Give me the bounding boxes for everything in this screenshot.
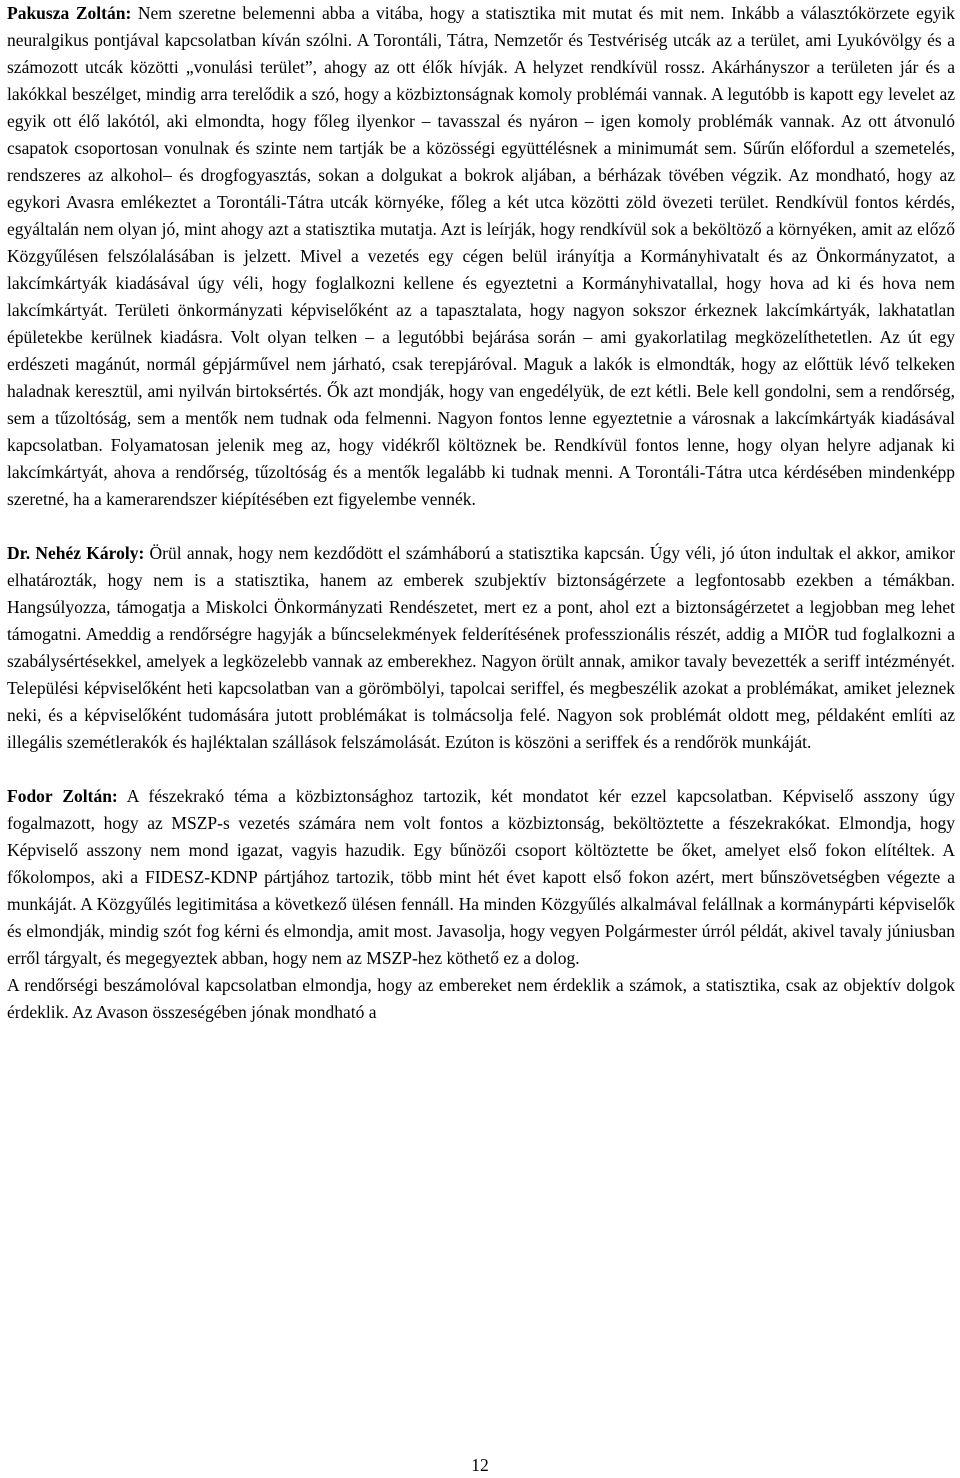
paragraph-nehez	[7, 540, 955, 756]
paragraph-text: Nem szeretne belemenni abba a vitába, hogy a statisztika mit mutat és mit nem. Inkább a választókörzete egyik neuralgikus pontjával kapcsolatban kíván szólni. A Torontáli, Tátra, Nemzetőr és Testvériség utcák az a terület, ami Lyukóvölgy és a számozott utcák közötti „vonulási terület”, ahogy az ott élők hívják. A helyzet rendkívül rossz. Akárhányszor a területen jár és a lakókkal beszélget, mindig arra terelődik a szó, hogy a közbiztonságnak komoly problémái vannak. A legutóbb is kapott egy levelet az egyik ott élő lakótól, aki elmondta, hogy főleg ilyenkor – tavasszal és nyáron – igen komoly problémák vannak. Az ott átvonuló csapatok csoportosan vonulnak és szinte nem tartják be a közösségi együttélésnek a minimumát sem. Sűrűn előfordul a szemetelés, rendszeres az alkohol– és drogfogyasztás, sokan a dolgukat a bokrok aljában, a bérházak tövében végzik. Az mondható, hogy az egykori Avasra emlékeztet a Torontáli-Tátra utcák környéke, főleg a két utca közötti zöld övezeti terület. Rendkívül fontos kérdés, egyáltalán nem olyan jó, mint ahogy azt a statisztika mutatja. Azt is leírják, hogy rendkívül sok a beköltöző a környéken, amit az előző Közgyűlésen felszólalásában is jelzett. Mivel a vezetés egy cégen belül irányítja a Kormányhivatalt és az Önkormányzatot, a lakcímkártyák kiadásával úgy véli, hogy foglalkozni kellene és egyeztetni a Kormányhivatallal, hogy hova ad ki és hova nem lakcímkártyát. Területi önkormányzati képviselőként az a tapasztalata, hogy nagyon sokszor érkeznek lakcímkártyák, lakhatatlan épületekbe kerülnek kiadásra. Volt olyan telken – a legutóbbi bejárása során – ami gyakorlatilag megközelíthetetlen. Az út egy erdészeti magánút, normál gépjárművel nem járható, csak terepjáróval. Maguk a lakók is elmondták, hogy az előttük lévő telkeken haladnak keresztül, ami nyilván birtoksértés. Ők azt mondják, hogy van engedélyük, de ezt kétli. Bele kell gondolni, sem a rendőrség, sem a tűzoltóság, sem a mentők nem tudnak oda felmenni. Nagyon fontos lenne egyeztetnie a városnak a lakcímkártyák kiadásával kapcsolatban. Folyamatosan jelenik meg az, hogy vidékről költöznek be. Rendkívül fontos lenne, hogy olyan helyre adjanak ki lakcímkártyát, ahova a rendőrség, tűzoltóság és a mentők legalább ki tudnak menni. A Torontáli-Tátra utca kérdésében mindenképp szeretné, ha a kamerarendszer kiépítésében ezt figyelembe vennék.	[7, 3, 956, 509]
paragraph-pakusza	[7, 0, 955, 513]
page-number: 12	[471, 1455, 489, 1475]
speaker-name: Fodor Zoltán:	[7, 786, 118, 806]
speaker-name: Pakusza Zoltán:	[7, 3, 132, 23]
paragraph-text: A fészekrakó téma a közbiztonsághoz tartozik, két mondatot kér ezzel kapcsolatban. Képviselő asszony úgy fogalmazott, hogy az MSZP-s vezetés számára nem volt fontos a közbiztonság, beköltöztette a fészekrakókat. Elmondja, hogy Képviselő asszony nem mond igazat, vagyis hazudik. Egy bűnözői csoport költöztette be őket, amelyet első fokon elítéltek. A főkolompos, aki a FIDESZ-KDNP pártjához tartozik, több mint hét évet kapott első fokon azért, mert bűnszövetségben végezte a munkáját. A Közgyűlés legitimitása a következő ülésen fennáll. Ha minden Közgyűlés alkalmával felállnak a kormánypárti képviselők és elmondják, mindig szót fog kérni és elmondja, amit most. Javasolja, hogy vegyen Polgármester úrról példát, akivel tavaly júniusban erről tárgyalt, és megegyeztek abban, hogy nem az MSZP-hez köthető ez a dolog.	[7, 786, 956, 968]
paragraph-fodor-continued	[7, 972, 955, 1026]
speaker-name: Dr. Nehéz Károly:	[7, 543, 145, 563]
paragraph-fodor	[7, 783, 955, 972]
paragraph-text: Örül annak, hogy nem kezdődött el számháború a statisztika kapcsán. Úgy véli, jó úton indultak el akkor, amikor elhatározták, hogy nem is a statisztika, hanem az emberek szubjektív biztonságérzete a legfontosabb ezekben a témákban. Hangsúlyozza, támogatja a Miskolci Önkormányzati Rendészetet, mert ez a pont, ahol ezt a biztonságérzetet a legjobban meg lehet támogatni. Ameddig a rendőrségre hagyják a bűncselekmények felderítésének professzionális részét, addig a MIÖR tud foglalkozni a szabálysértésekkel, amelyek a legközelebb vannak az emberekhez. Nagyon örült annak, amikor tavaly bevezették a seriff intézményét. Települési képviselőként heti kapcsolatban van a görömbölyi, tapolcai seriffel, és megbeszélik azokat a problémákat, amiket jeleznek neki, és a képviselőként tudomására jutott problémákat is tolmácsolja felé. Nagyon sok problémát oldott meg, példaként említi az illegális szemétlerakók és hajléktalan szállások felszámolását. Ezúton is köszöni a seriffek és a rendőrök munkáját.	[7, 543, 955, 752]
document-body	[7, 0, 955, 1026]
paragraph-text: A rendőrségi beszámolóval kapcsolatban elmondja, hogy az embereket nem érdeklik a számok, a statisztika, csak az objektív dolgok érdeklik. Az Avason összeségében jónak mondható a	[7, 975, 955, 1022]
